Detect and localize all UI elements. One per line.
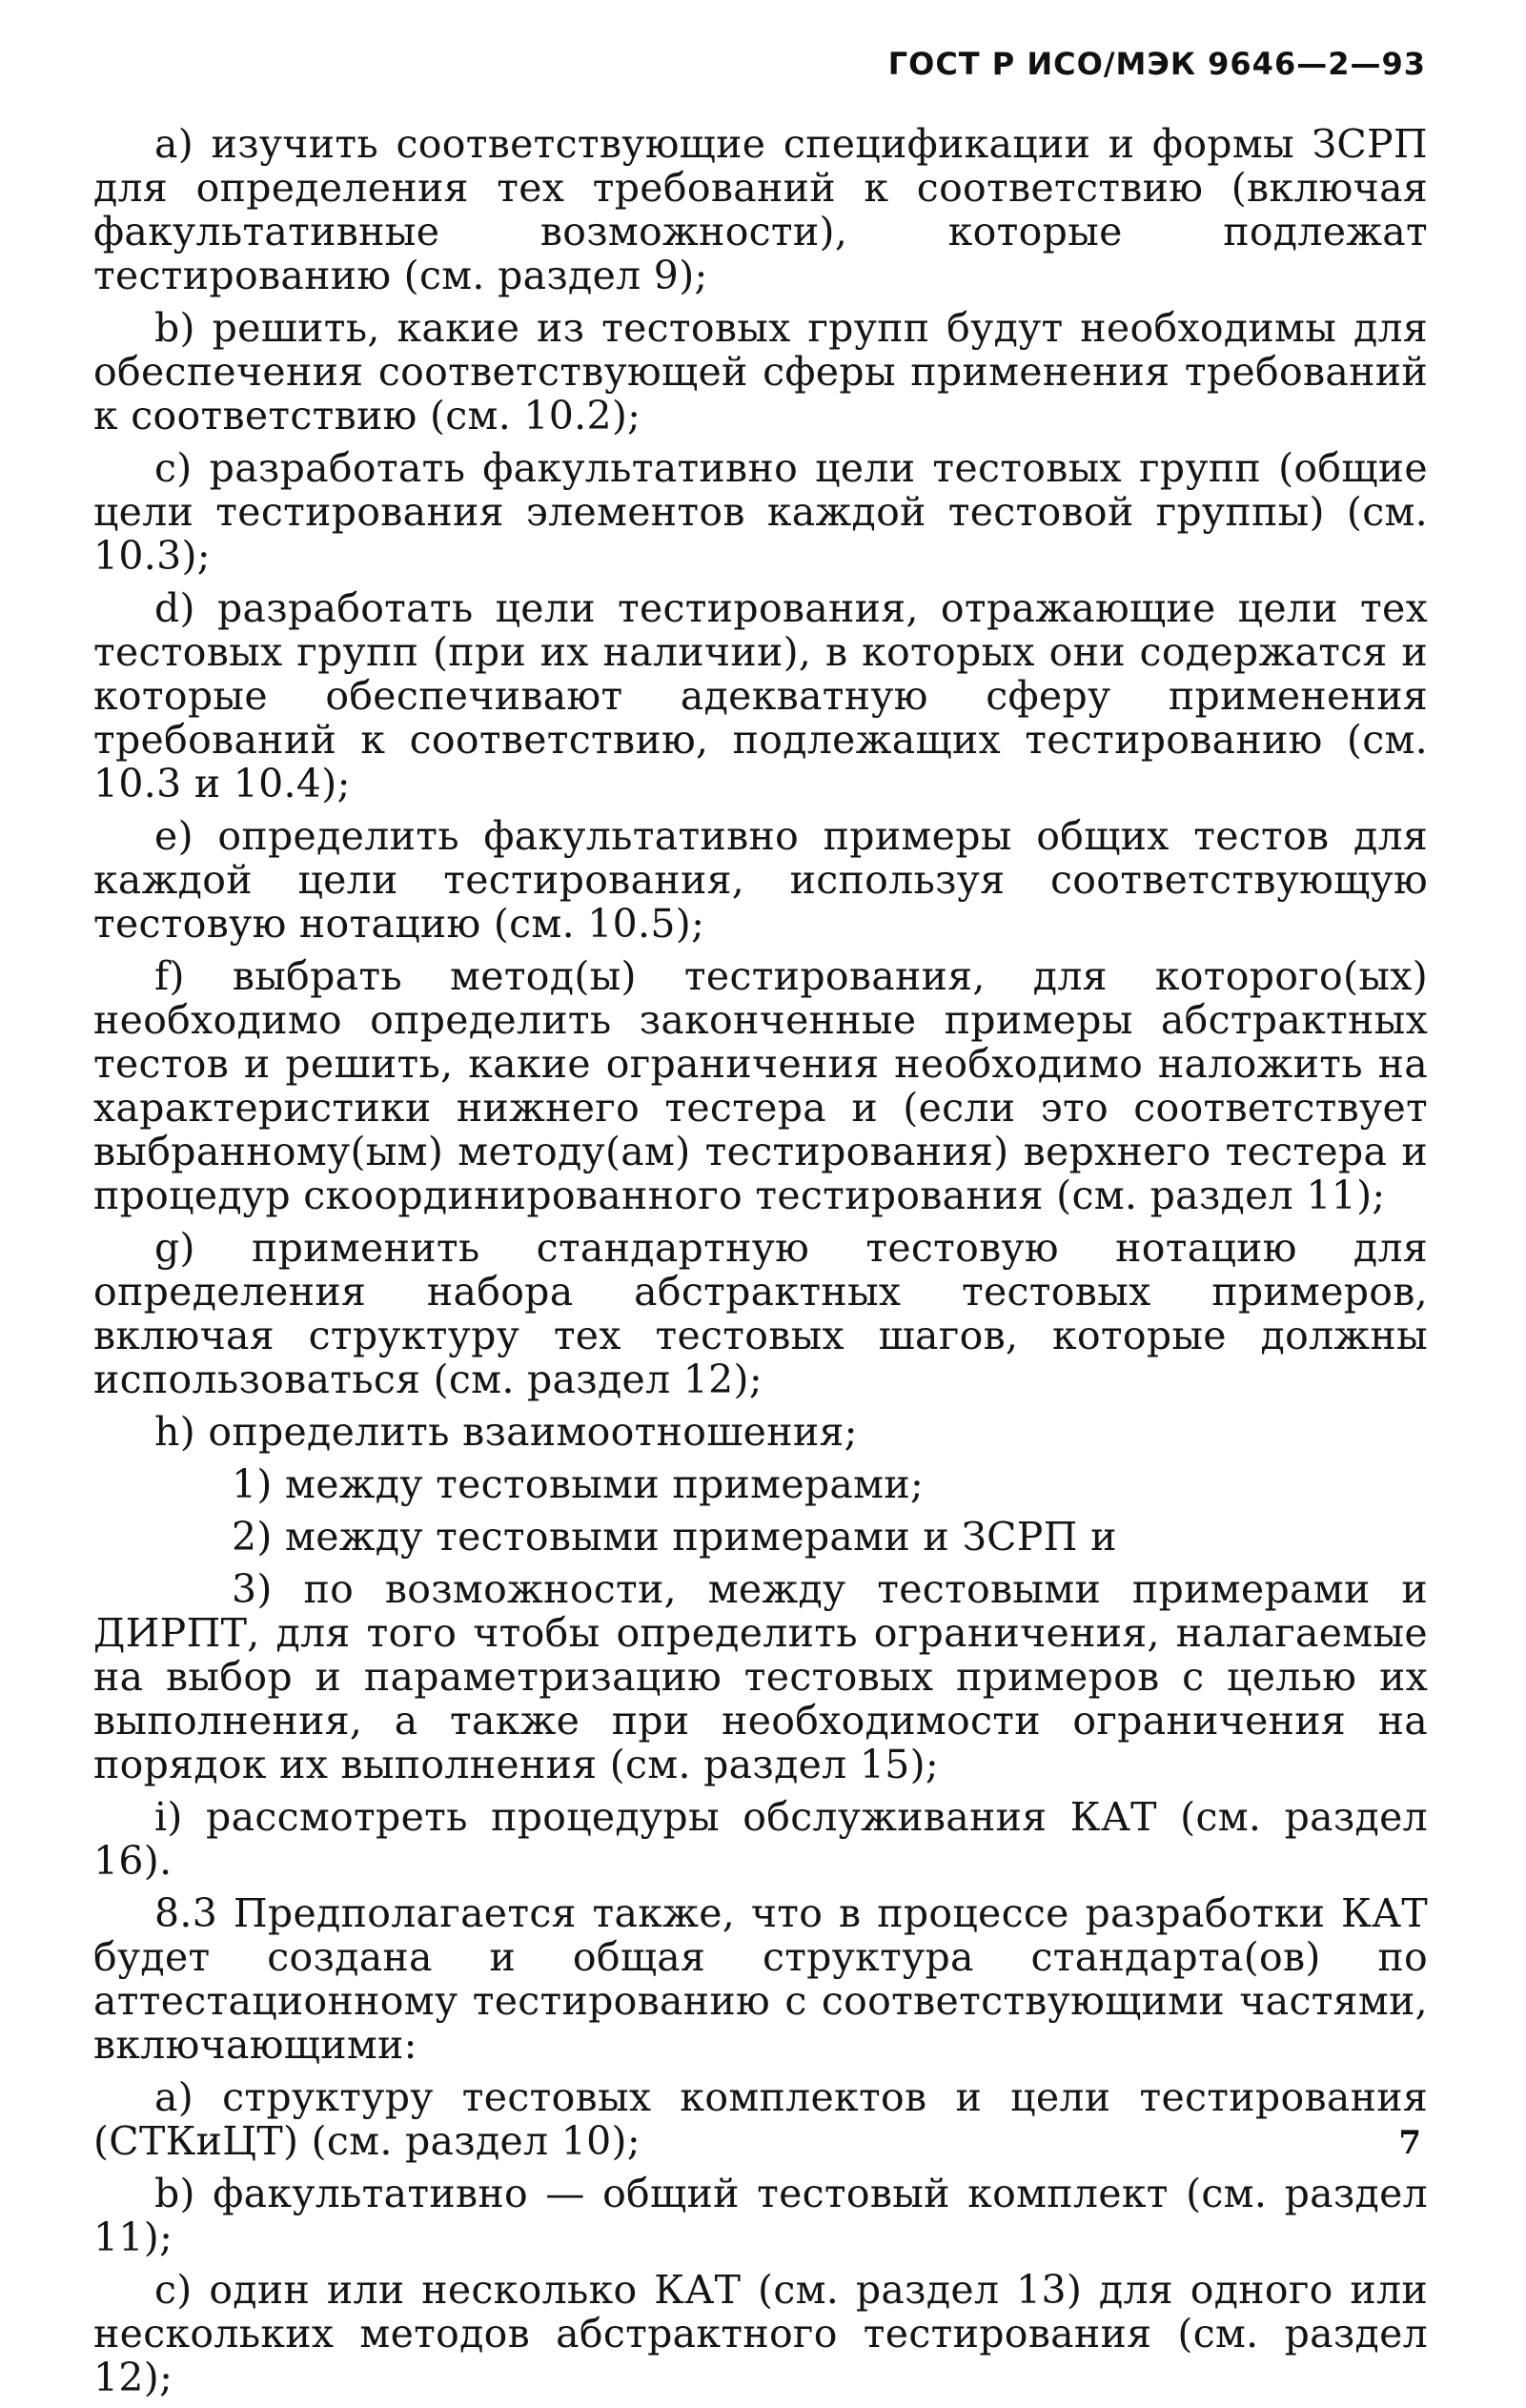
paragraph-subitem-3: 3) по возможности, между тестовыми примерами и ДИРПТ, для того чтобы определить ограничения, налагаемые на выбор и параметризацию тестовых примеров с целью их выполнения, а также при необходимости ограничения на порядок их выполнения (см. раздел 15); [93,1566,1428,1787]
paragraph-item-f: f) выбрать метод(ы) тестирования, для которого(ых) необходимо определить законченные примеры абстрактных тестов и решить, какие ограничения необходимо наложить на характеристики нижнего тестера и (если это соответствует выбранному(ым) методу(ам) тестирования) верхнего тестера и процедур скоординированного тестирования (см. раздел 11); [93,953,1428,1218]
page-header-standard-code: ГОСТ Р ИСО/МЭК 9646—2—93 [887,46,1426,82]
paragraph-item-g: g) применить стандартную тестовую нотацию для определения набора абстрактных тестовых примеров, включая структуру тех тестовых шагов, которые должны использоваться (см. раздел 12); [93,1225,1428,1402]
paragraph-list-c: c) один или несколько КАТ (см. раздел 13) для одного или нескольких методов абстрактного тестирования (см. раздел 12); [93,2267,1428,2400]
page-number: 7 [1398,2124,1421,2162]
paragraph-item-h: h) определить взаимоотношения; [154,1409,858,1455]
paragraph-item-b: b) решить, какие из тестовых групп будут необходимы для обеспечения соответствующей сферы применения требований к соответствию (см. 10.2); [93,305,1428,439]
paragraph-item-i: i) рассмотреть процедуры обслуживания КАТ (см. раздел 16). [93,1794,1428,1884]
paragraph-item-d: d) разработать цели тестирования, отражающие цели тех тестовых групп (при их наличии), в которых они содержатся и которые обеспечивают адекватную сферу применения требований к соответствию, подлежащих тестированию (см. 10.3 и 10.4); [93,585,1428,806]
paragraph-subitem-2: 2) между тестовыми примерами и ЗСРП и [232,1514,1117,1560]
paragraph-item-c: c) разработать факультативно цели тестовых групп (общие цели тестирования элементов каждой тестовой группы) (см. 10.3); [93,445,1428,579]
paragraph-item-a: а) изучить соответствующие спецификации и формы ЗСРП для определения тех требований к соответствию (включая факультативные возможности), которые подлежат тестированию (см. раздел 9); [93,121,1428,298]
paragraph-list-a: а) структуру тестовых комплектов и цели тестирования (СТКиЦТ) (см. раздел 10); [93,2074,1428,2164]
document-body [93,122,1428,2408]
paragraph-subitem-1: 1) между тестовыми примерами; [232,1461,925,1507]
paragraph-item-e: е) определить факультативно примеры общих тестов для каждой цели тестирования, используя соответствующую тестовую нотацию (см. 10.5); [93,813,1428,947]
paragraph-list-b: b) факультативно — общий тестовый комплект (см. раздел 11); [93,2171,1428,2260]
paragraph-section-8-3: 8.3 Предполагается также, что в процессе разработки КАТ будет создана и общая структура стандарта(ов) по аттестационному тестированию с соответствующими частями, включающими: [93,1890,1428,2068]
